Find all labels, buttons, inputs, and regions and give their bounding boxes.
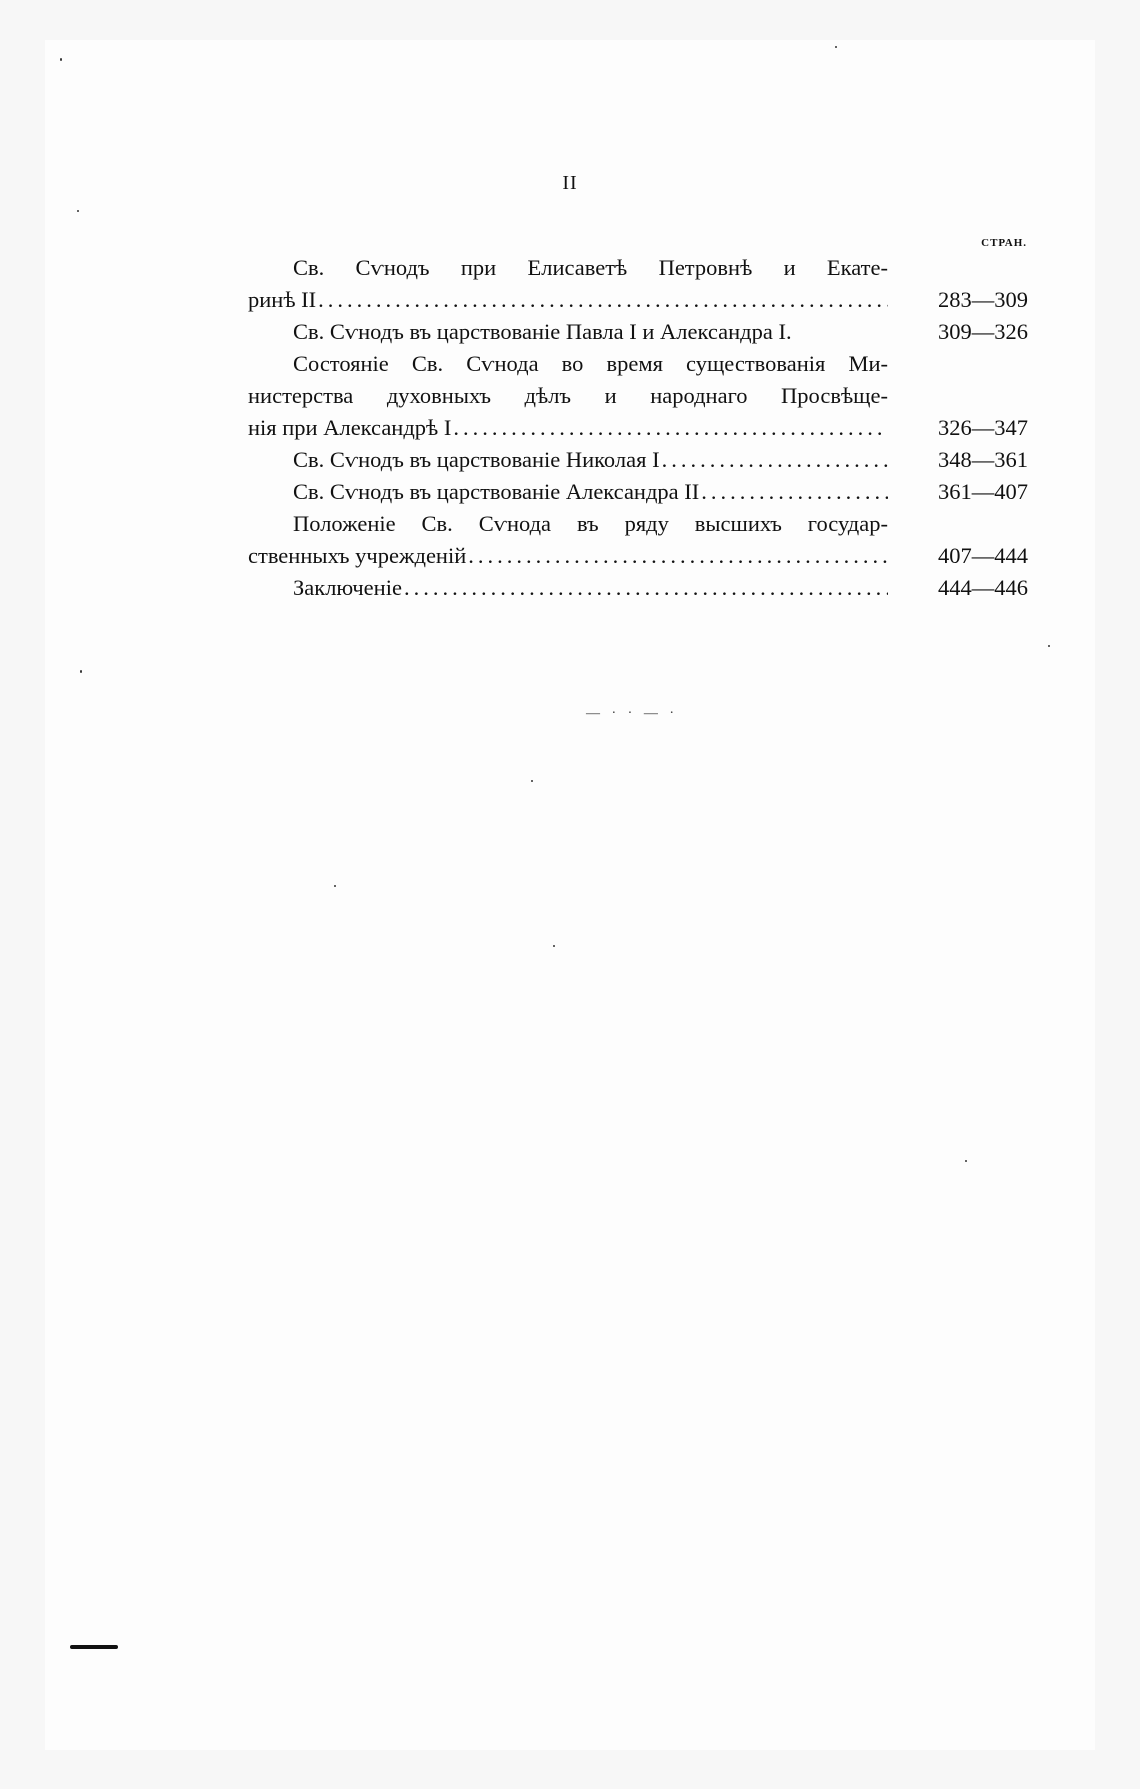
dot-leader — [662, 444, 888, 476]
page-number: II — [562, 172, 578, 194]
dot-leader — [701, 476, 888, 508]
table-of-contents — [248, 252, 1028, 604]
scan-speck — [1048, 645, 1050, 647]
toc-entry-line: Св. Сѵнодъ въ царствованіе Павла I и Александра I. — [293, 319, 792, 344]
toc-entry-line: нія при Александрѣ I ..... — [248, 412, 888, 444]
toc-page-range: 361—407 — [938, 479, 1028, 504]
toc-entry — [248, 476, 1028, 508]
dot-leader — [318, 284, 888, 316]
scan-speck — [77, 210, 79, 212]
toc-entry-line: Св. Сѵнодъ въ царствованіе Николая I ..... — [248, 444, 888, 476]
scan-speck — [531, 780, 533, 782]
toc-entry-line: Состояніе Св. Сѵнода во время существованія Ми- — [293, 351, 888, 376]
toc-page-range: 309—326 — [938, 319, 1028, 344]
toc-page-range: 348—361 — [938, 447, 1028, 472]
toc-entry — [248, 572, 1028, 604]
toc-entry-line: ринѣ II ..... — [248, 284, 888, 316]
toc-page-range: 444—446 — [938, 575, 1028, 600]
dot-leader — [468, 540, 888, 572]
margin-ink-mark — [70, 1645, 118, 1649]
toc-entry-line: Заключеніе ..... — [248, 572, 888, 604]
toc-entry-line: Св. Сѵнодъ въ царствованіе Александра II ..... — [248, 476, 888, 508]
scan-speck — [60, 58, 62, 61]
dot-leader — [404, 572, 888, 604]
toc-page-range: 283—309 — [938, 287, 1028, 312]
toc-entry — [248, 348, 1028, 444]
toc-entry-line: ственныхъ учрежденій ..... — [248, 540, 888, 572]
scan-speck — [80, 670, 82, 673]
scan-speck — [553, 945, 555, 947]
dot-leader — [453, 412, 888, 444]
toc-page-range: 407—444 — [938, 543, 1028, 568]
toc-page-range: 326—347 — [938, 415, 1028, 440]
toc-entry-line: Положеніе Св. Сѵнода въ ряду высшихъ государ- — [293, 511, 888, 536]
toc-entry — [248, 252, 1028, 316]
section-end-ornament: — · · — · — [586, 706, 678, 721]
toc-entry-line: Св. Сѵнодъ при Елисаветѣ Петровнѣ и Екате- — [293, 255, 888, 280]
toc-entry — [248, 508, 1028, 572]
scan-speck — [965, 1160, 967, 1162]
toc-entry — [248, 316, 1028, 348]
scan-speck — [835, 46, 837, 48]
scan-speck — [334, 885, 336, 887]
toc-entry-line: нистерства духовныхъ дѣлъ и народнаго Просвѣще- — [248, 383, 888, 408]
toc-entry — [248, 444, 1028, 476]
pages-column-header: СТРАН. — [981, 237, 1027, 249]
